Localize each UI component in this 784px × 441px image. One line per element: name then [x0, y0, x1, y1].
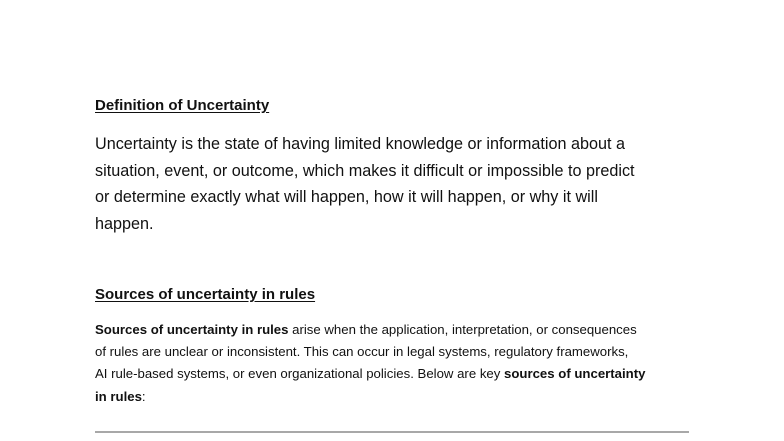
paragraph-line — [95, 319, 695, 341]
paragraph-line — [95, 363, 695, 385]
bold-phrase: sources of uncertainty — [504, 366, 646, 382]
text-run: arise when the application, interpretation, or consequences — [288, 322, 637, 337]
paragraph-line: Uncertainty is the state of having limited knowledge or information about a — [95, 135, 625, 153]
sources-paragraph — [95, 319, 695, 408]
section-heading-definition: Definition of Uncertainty — [95, 97, 270, 114]
text-run: AI rule-based systems, or even organizational policies. Below are key — [95, 366, 505, 382]
bold-phrase: Sources of uncertainty in rules — [95, 322, 289, 337]
definition-paragraph — [95, 131, 695, 237]
section-heading-sources: Sources of uncertainty in rules — [95, 286, 316, 303]
paragraph-line: happen. — [95, 214, 154, 233]
paragraph-line: situation, event, or outcome, which makes it difficult or impossible to predict — [95, 161, 635, 180]
bold-phrase: in rules — [95, 388, 142, 404]
paragraph-line: or determine exactly what will happen, how it will happen, or why it will — [95, 188, 598, 207]
text-run: : — [141, 388, 146, 404]
horizontal-divider — [95, 431, 689, 433]
paragraph-line: of rules are unclear or inconsistent. This can occur in legal systems, regulatory frameworks, — [95, 344, 629, 360]
paragraph-line — [95, 386, 695, 408]
